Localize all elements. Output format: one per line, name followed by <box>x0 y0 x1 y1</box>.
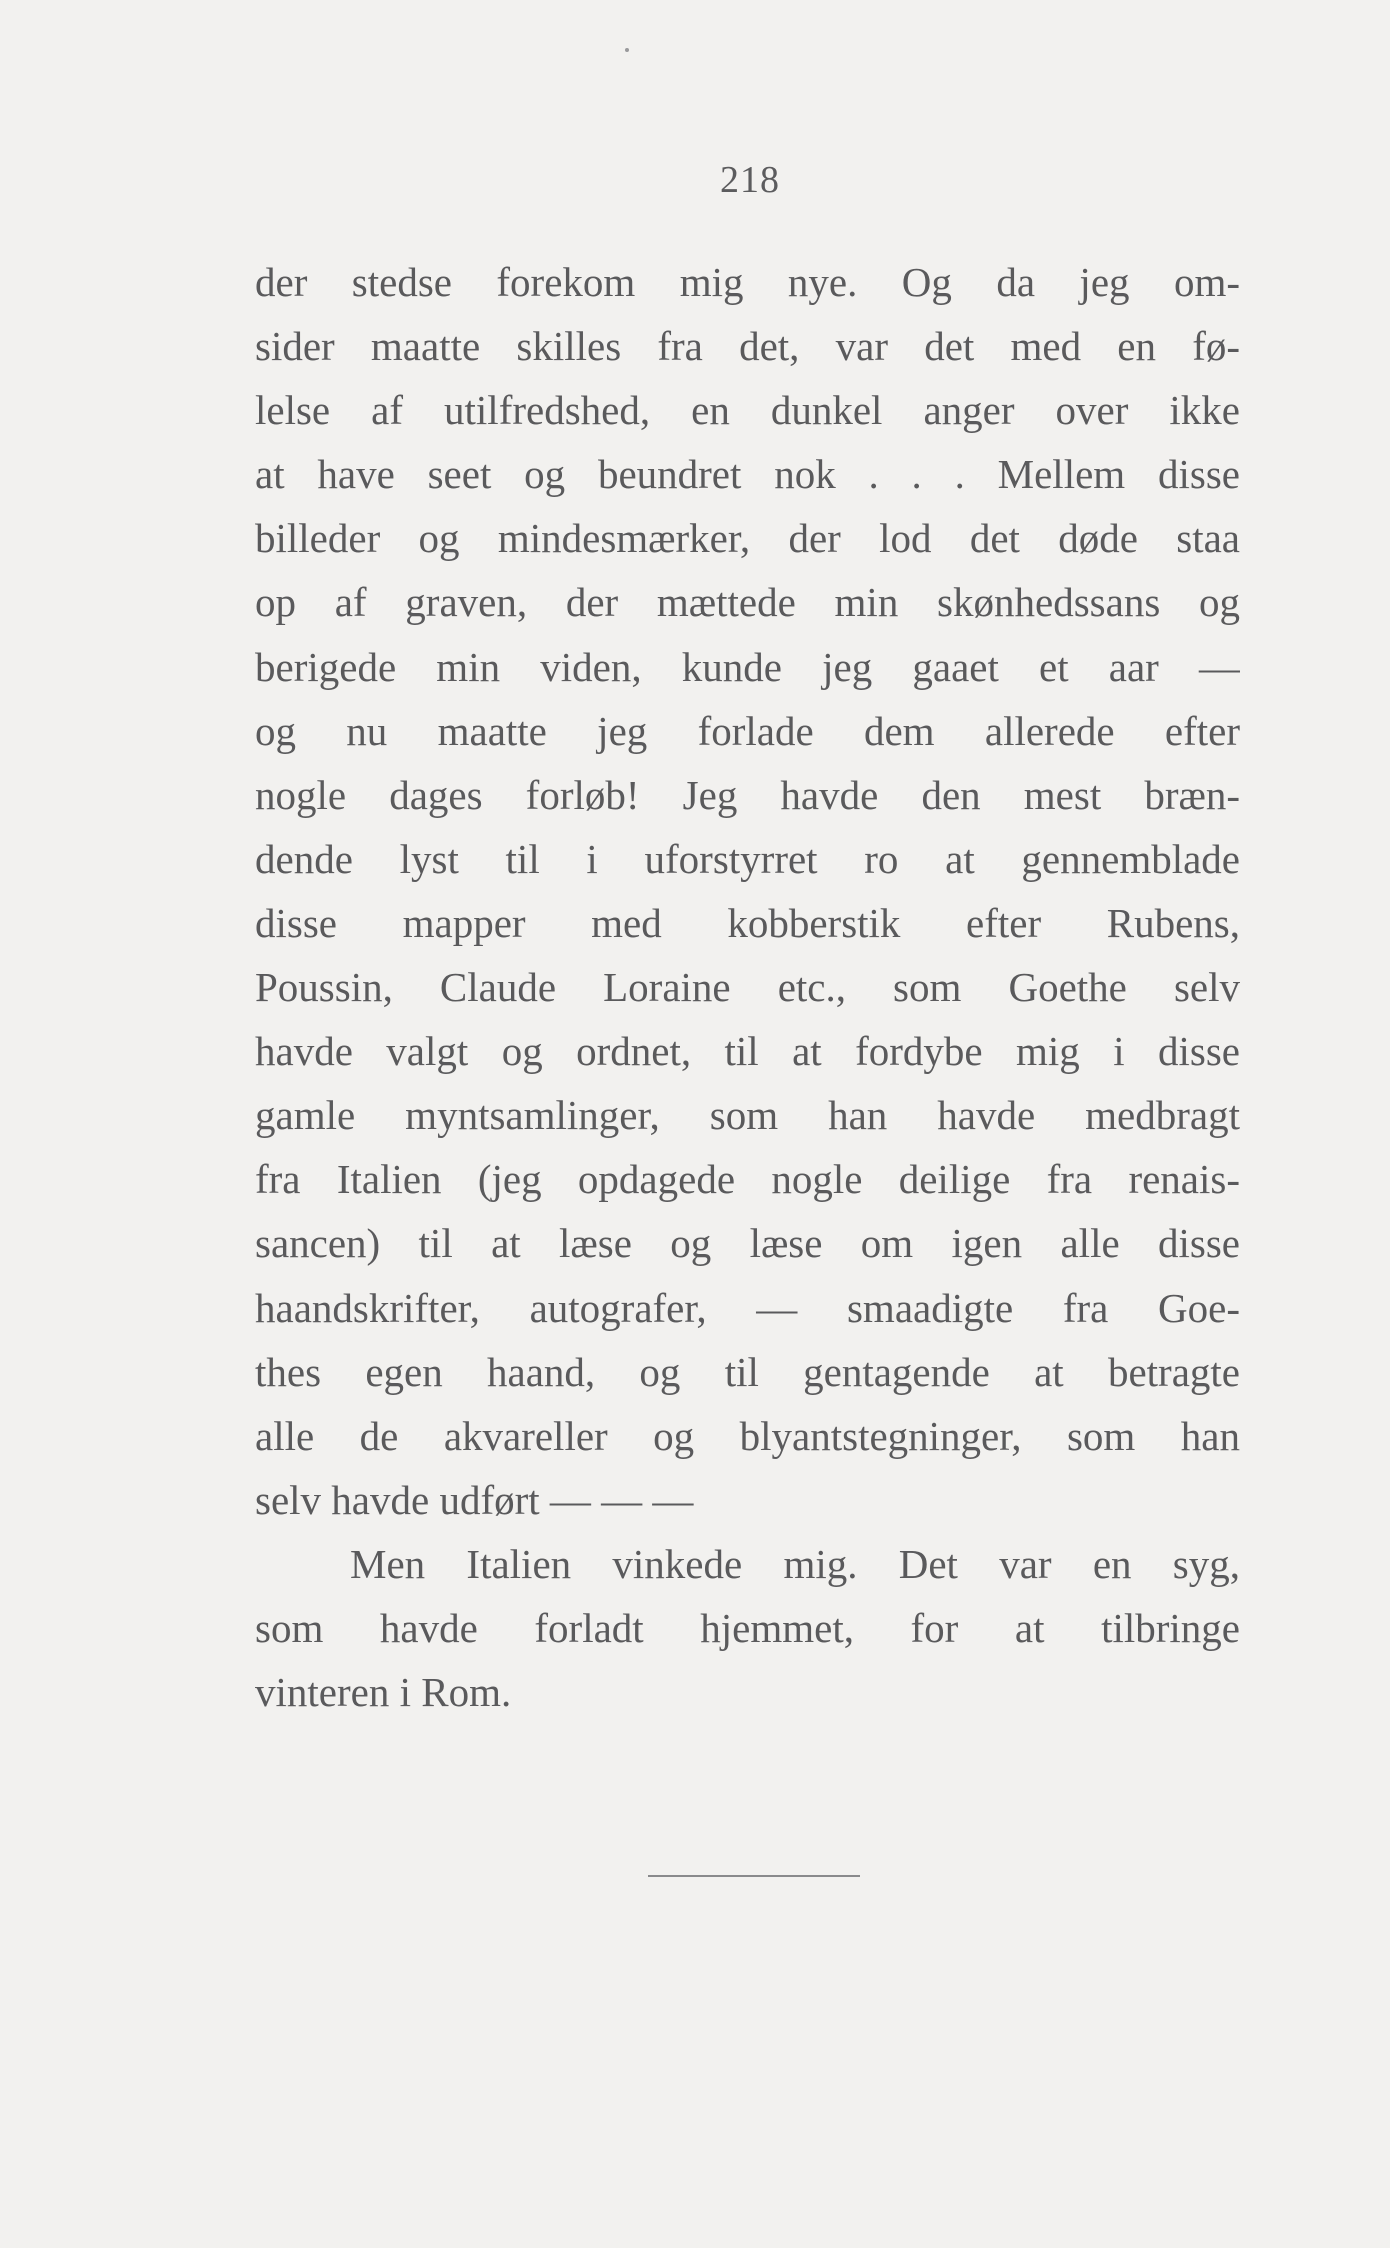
text-line: berigede min viden, kunde jeg gaaet et aar — <box>255 643 1240 690</box>
text-line: gamle myntsamlinger, som han havde medbragt <box>255 1092 1240 1139</box>
paragraph-2 <box>255 1532 1240 1724</box>
text-line: vinteren i Rom. <box>255 1669 512 1716</box>
paragraph-1 <box>255 250 1240 1532</box>
text-line: at have seet og beundret nok . . . Mellem disse <box>255 451 1240 498</box>
text-line: sider maatte skilles fra det, var det med en fø- <box>255 323 1240 370</box>
text-line: sancen) til at læse og læse om igen alle disse <box>255 1220 1240 1267</box>
end-of-chapter-rule <box>648 1875 860 1877</box>
body-text <box>255 250 1240 1724</box>
text-line: op af graven, der mættede min skønhedssans og <box>255 579 1240 626</box>
text-line: alle de akvareller og blyantstegninger, som han <box>255 1412 1240 1459</box>
text-line: billeder og mindesmærker, der lod det døde staa <box>255 515 1240 562</box>
text-line: Poussin, Claude Loraine etc., som Goethe selv <box>255 964 1240 1011</box>
text-line: som havde forladt hjemmet, for at tilbringe <box>255 1604 1240 1651</box>
text-line: Men Italien vinkede mig. Det var en syg, <box>350 1540 1240 1587</box>
text-line: nogle dages forløb! Jeg havde den mest bræn- <box>255 771 1240 818</box>
text-line: selv havde udført — — — <box>255 1476 694 1523</box>
text-line: haandskrifter, autografer, — smaadigte fra Goe- <box>255 1284 1240 1331</box>
text-line: og nu maatte jeg forlade dem allerede efter <box>255 707 1240 754</box>
text-line: havde valgt og ordnet, til at fordybe mig i disse <box>255 1028 1240 1075</box>
text-line: dende lyst til i uforstyrret ro at gennemblade <box>255 835 1240 882</box>
text-line: thes egen haand, og til gentagende at betragte <box>255 1348 1240 1395</box>
text-line: lelse af utilfredshed, en dunkel anger over ikke <box>255 387 1240 434</box>
text-line: disse mapper med kobberstik efter Rubens, <box>255 899 1240 946</box>
text-line: der stedse forekom mig nye. Og da jeg om- <box>255 259 1240 305</box>
page-number: 218 <box>720 159 780 201</box>
text-line: fra Italien (jeg opdagede nogle deilige fra renais- <box>255 1156 1240 1203</box>
paper-speck <box>625 48 629 52</box>
